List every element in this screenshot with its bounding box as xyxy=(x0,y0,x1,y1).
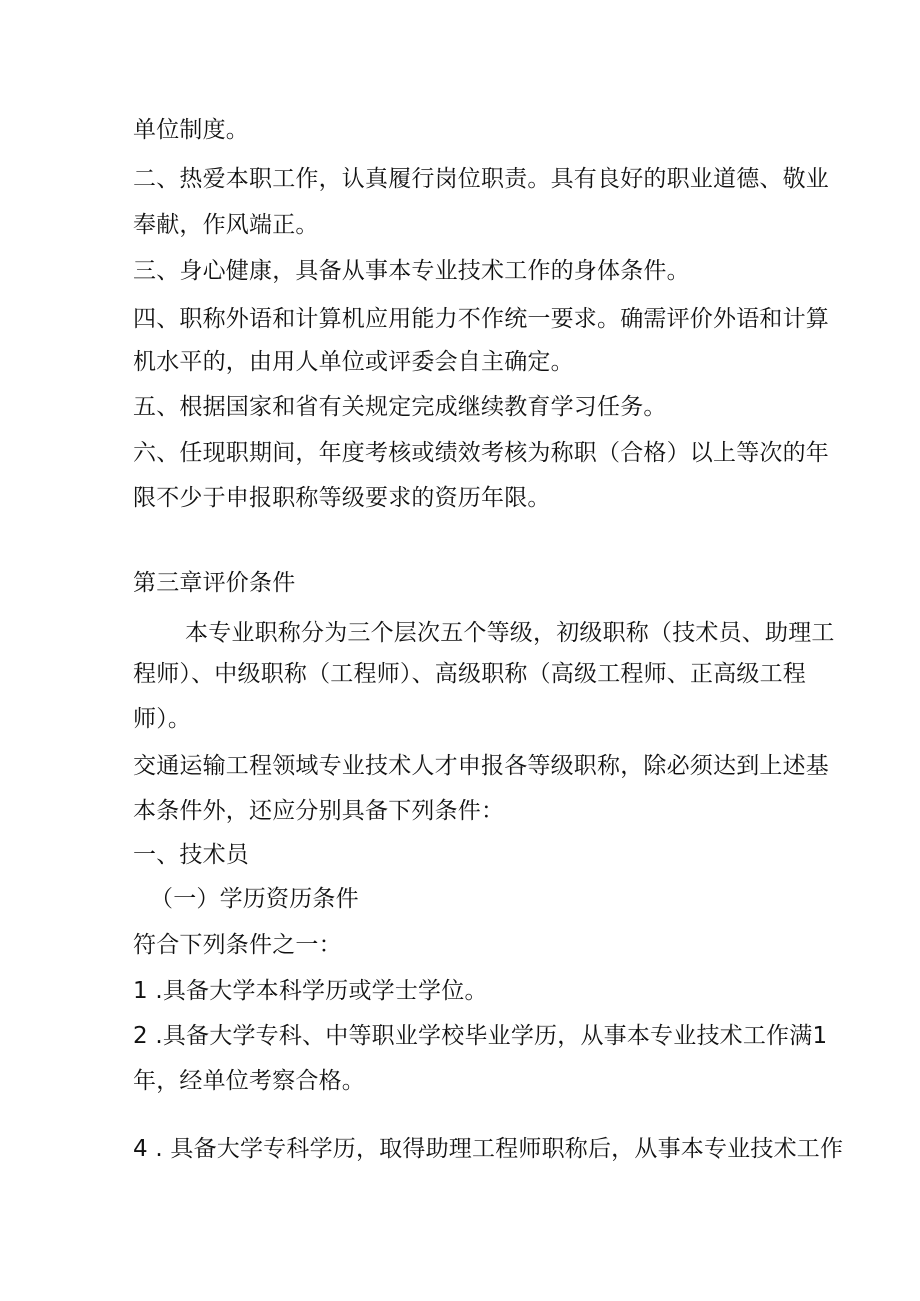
text-line-7: 五、根据国家和省有关规定完成继续教育学习任务。 xyxy=(133,394,667,420)
subsection-heading-education: （一）学历资历条件 xyxy=(150,886,359,912)
list-item-4: 4 . 具备大学专科学历，取得助理工程师职称后，从事本专业技术工作 xyxy=(133,1136,844,1162)
text-line-8: 六、任现职期间，年度考核或绩效考核为称职（合格）以上等次的年 xyxy=(133,440,829,466)
text-line-5: 四、职称外语和计算机应用能力不作统一要求。确需评价外语和计算 xyxy=(133,306,829,332)
text-line-15: 本条件外，还应分别具备下列条件： xyxy=(133,798,505,824)
text-line-12: 程师）、中级职称（工程师）、高级职称（高级工程师、正高级工程 xyxy=(133,661,806,687)
text-line-3: 奉献，作风端正。 xyxy=(133,212,319,238)
text-line-6: 机水平的，由用人单位或评委会自主确定。 xyxy=(133,349,574,375)
text-line-1: 单位制度。 xyxy=(133,117,249,143)
chapter-heading: 第三章评价条件 xyxy=(133,570,296,596)
text-line-14: 交通运输工程领域专业技术人才申报各等级职称，除必须达到上述基 xyxy=(133,753,829,779)
text-line-21: 年，经单位考察合格。 xyxy=(133,1068,365,1094)
list-item-1: 1 .具备大学本科学历或学士学位。 xyxy=(133,978,488,1004)
text-line-18: 符合下列条件之一： xyxy=(133,932,342,958)
text-line-9: 限不少于申报职称等级要求的资历年限。 xyxy=(133,485,551,511)
list-item-2: 2 .具备大学专科、中等职业学校毕业学历，从事本专业技术工作满1 xyxy=(133,1023,828,1049)
section-heading-technician: 一、技术员 xyxy=(133,842,249,868)
text-line-11: 本专业职称分为三个层次五个等级，初级职称（技术员、助理工 xyxy=(185,620,835,646)
text-line-4: 三、身心健康，具备从事本专业技术工作的身体条件。 xyxy=(133,258,690,284)
text-line-13: 师）。 xyxy=(133,706,192,732)
text-line-2: 二、热爱本职工作，认真履行岗位职责。具有良好的职业道德、敬业 xyxy=(133,166,829,192)
